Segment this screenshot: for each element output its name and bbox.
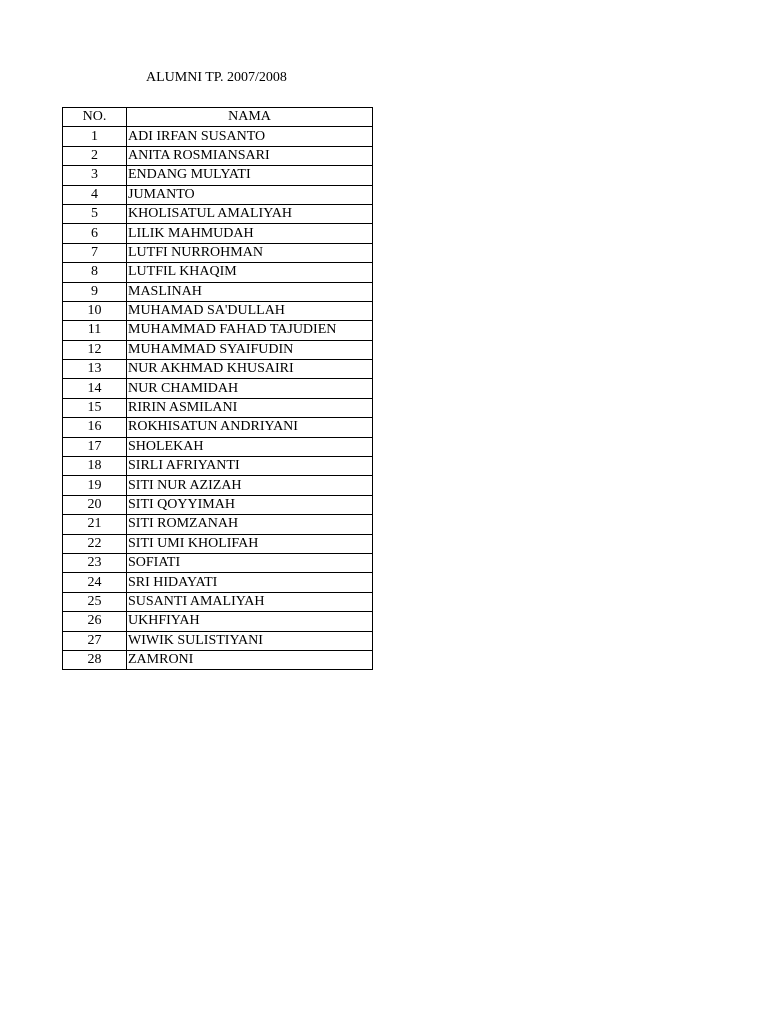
table-row — [63, 592, 373, 611]
column-header-nama: NAMA — [127, 108, 373, 127]
table-row — [63, 631, 373, 650]
name-cell: SHOLEKAH — [127, 437, 373, 456]
row-number-cell: 26 — [63, 612, 127, 631]
table-row — [63, 457, 373, 476]
row-number-cell: 4 — [63, 185, 127, 204]
row-number-cell: 19 — [63, 476, 127, 495]
table-row — [63, 437, 373, 456]
table-row — [63, 495, 373, 514]
name-cell: UKHFIYAH — [127, 612, 373, 631]
table-row — [63, 418, 373, 437]
row-number-cell: 17 — [63, 437, 127, 456]
table-row — [63, 224, 373, 243]
table-row — [63, 398, 373, 417]
name-cell: LILIK MAHMUDAH — [127, 224, 373, 243]
row-number-cell: 14 — [63, 379, 127, 398]
column-header-no: NO. — [63, 108, 127, 127]
name-cell: SITI QOYYIMAH — [127, 495, 373, 514]
name-cell: LUTFI NURROHMAN — [127, 243, 373, 262]
name-cell: JUMANTO — [127, 185, 373, 204]
name-cell: LUTFIL KHAQIM — [127, 263, 373, 282]
row-number-cell: 27 — [63, 631, 127, 650]
table-header — [63, 108, 373, 127]
table-row — [63, 127, 373, 146]
row-number-cell: 2 — [63, 146, 127, 165]
table-row — [63, 612, 373, 631]
row-number-cell: 25 — [63, 592, 127, 611]
table-row — [63, 146, 373, 165]
row-number-cell: 15 — [63, 398, 127, 417]
table-row — [63, 360, 373, 379]
name-cell: MUHAMMAD FAHAD TAJUDIEN — [127, 321, 373, 340]
name-cell: ADI IRFAN SUSANTO — [127, 127, 373, 146]
table-row — [63, 340, 373, 359]
table-row — [63, 379, 373, 398]
row-number-cell: 22 — [63, 534, 127, 553]
table-row — [63, 204, 373, 223]
row-number-cell: 5 — [63, 204, 127, 223]
row-number-cell: 23 — [63, 553, 127, 572]
name-cell: ENDANG MULYATI — [127, 166, 373, 185]
row-number-cell: 10 — [63, 301, 127, 320]
table-row — [63, 301, 373, 320]
row-number-cell: 3 — [63, 166, 127, 185]
row-number-cell: 1 — [63, 127, 127, 146]
row-number-cell: 28 — [63, 650, 127, 669]
header-row — [63, 108, 373, 127]
row-number-cell: 20 — [63, 495, 127, 514]
alumni-table — [62, 107, 373, 670]
name-cell: SUSANTI AMALIYAH — [127, 592, 373, 611]
name-cell: SITI ROMZANAH — [127, 515, 373, 534]
row-number-cell: 13 — [63, 360, 127, 379]
name-cell: SITI UMI KHOLIFAH — [127, 534, 373, 553]
row-number-cell: 9 — [63, 282, 127, 301]
table-row — [63, 185, 373, 204]
table-row — [63, 282, 373, 301]
table-row — [63, 476, 373, 495]
row-number-cell: 12 — [63, 340, 127, 359]
row-number-cell: 18 — [63, 457, 127, 476]
name-cell: MASLINAH — [127, 282, 373, 301]
name-cell: SRI HIDAYATI — [127, 573, 373, 592]
row-number-cell: 11 — [63, 321, 127, 340]
table-row — [63, 534, 373, 553]
name-cell: SITI NUR AZIZAH — [127, 476, 373, 495]
table-row — [63, 573, 373, 592]
name-cell: MUHAMAD SA'DULLAH — [127, 301, 373, 320]
table-row — [63, 263, 373, 282]
name-cell: ROKHISATUN ANDRIYANI — [127, 418, 373, 437]
row-number-cell: 24 — [63, 573, 127, 592]
table-row — [63, 553, 373, 572]
row-number-cell: 16 — [63, 418, 127, 437]
row-number-cell: 7 — [63, 243, 127, 262]
table-row — [63, 166, 373, 185]
name-cell: SOFIATI — [127, 553, 373, 572]
table-row — [63, 515, 373, 534]
row-number-cell: 6 — [63, 224, 127, 243]
document-title: ALUMNI TP. 2007/2008 — [146, 70, 287, 85]
table-body — [63, 127, 373, 670]
name-cell: MUHAMMAD SYAIFUDIN — [127, 340, 373, 359]
name-cell: RIRIN ASMILANI — [127, 398, 373, 417]
row-number-cell: 21 — [63, 515, 127, 534]
table-row — [63, 650, 373, 669]
table-row — [63, 321, 373, 340]
name-cell: ZAMRONI — [127, 650, 373, 669]
name-cell: KHOLISATUL AMALIYAH — [127, 204, 373, 223]
name-cell: NUR AKHMAD KHUSAIRI — [127, 360, 373, 379]
table-row — [63, 243, 373, 262]
name-cell: NUR CHAMIDAH — [127, 379, 373, 398]
name-cell: SIRLI AFRIYANTI — [127, 457, 373, 476]
row-number-cell: 8 — [63, 263, 127, 282]
name-cell: WIWIK SULISTIYANI — [127, 631, 373, 650]
name-cell: ANITA ROSMIANSARI — [127, 146, 373, 165]
